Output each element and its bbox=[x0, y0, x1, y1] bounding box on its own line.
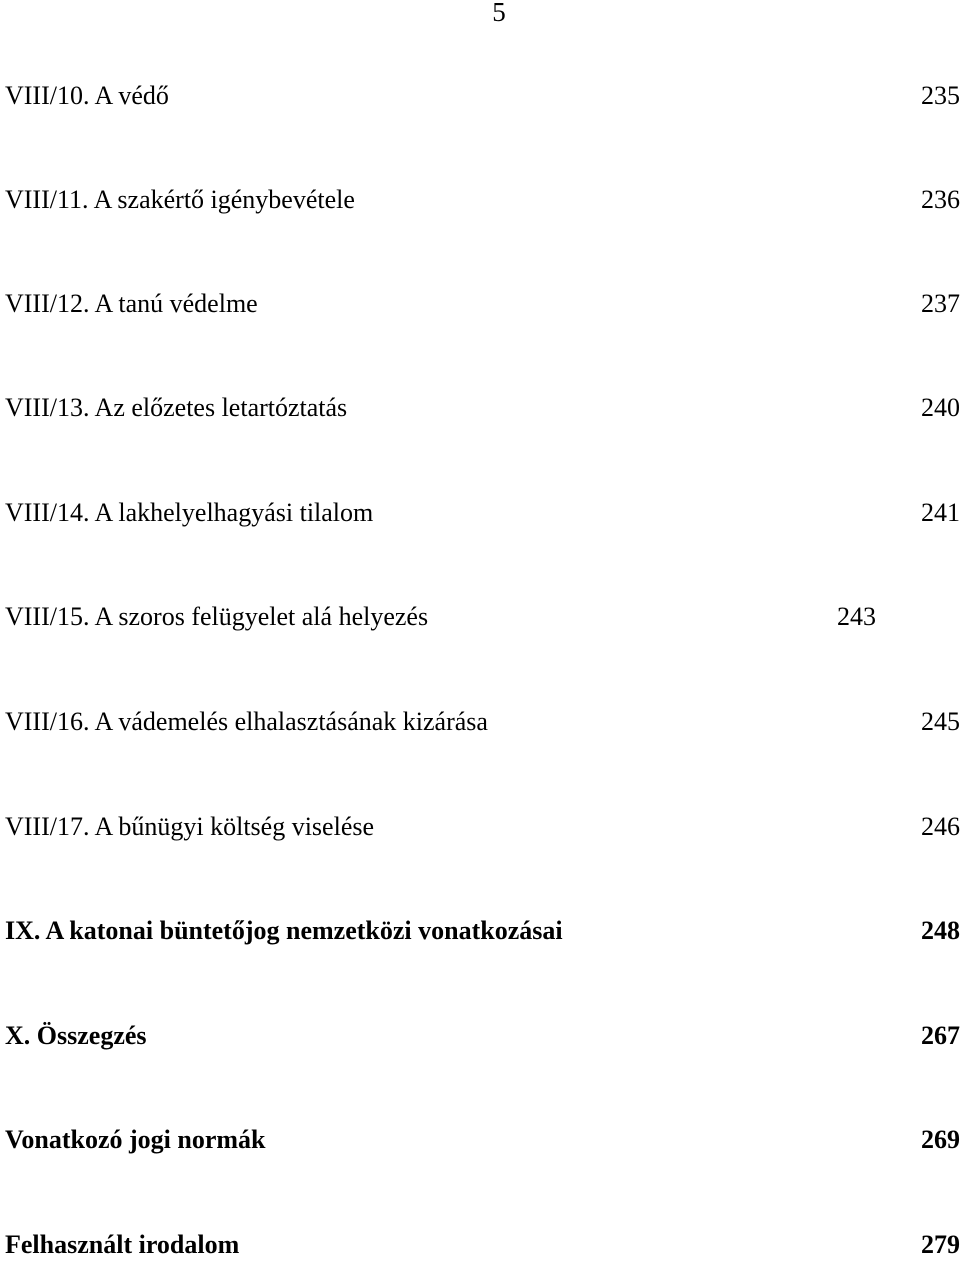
toc-entry-page: 269 bbox=[921, 1125, 960, 1154]
toc-entry-page: 248 bbox=[921, 916, 960, 945]
toc-entry-page: 279 bbox=[921, 1230, 960, 1259]
toc-entry-label: VIII/16. A vádemelés elhalasztásának kizárása bbox=[5, 707, 488, 736]
toc-entry-page: 240 bbox=[921, 393, 960, 422]
toc-entry-label: Vonatkozó jogi normák bbox=[5, 1125, 266, 1154]
toc-entry-viii-14 bbox=[0, 495, 960, 531]
toc-entry-viii-10 bbox=[0, 78, 960, 114]
toc-entry-page: 267 bbox=[921, 1021, 960, 1050]
toc-entry-viii-13 bbox=[0, 390, 960, 426]
toc-entry-label: VIII/12. A tanú védelme bbox=[5, 289, 258, 318]
toc-entry-label: X. Összegzés bbox=[5, 1021, 147, 1050]
toc-entry-legal-norms bbox=[0, 1122, 960, 1158]
page-number: 5 bbox=[492, 0, 506, 27]
toc-entry-x bbox=[0, 1018, 960, 1054]
toc-entry-page: 241 bbox=[921, 498, 960, 527]
toc-entry-page: 237 bbox=[921, 289, 960, 318]
toc-entry-page: 245 bbox=[921, 707, 960, 736]
toc-entry-label: VIII/13. Az előzetes letartóztatás bbox=[5, 393, 348, 422]
toc-entry-viii-16 bbox=[0, 704, 960, 740]
toc-entry-label: IX. A katonai büntetőjog nemzetközi vonatkozásai bbox=[5, 916, 563, 945]
toc-entry-label: VIII/17. A bűnügyi költség viselése bbox=[5, 812, 375, 841]
toc-entry-ix bbox=[0, 913, 960, 949]
toc-entry-viii-17 bbox=[0, 809, 960, 845]
toc-entry-bibliography bbox=[0, 1227, 960, 1263]
toc-entry-page: 246 bbox=[921, 812, 960, 841]
toc-entry-label: VIII/10. A védő bbox=[5, 81, 169, 110]
toc-entry-label: VIII/11. A szakértő igénybevétele bbox=[5, 185, 355, 214]
toc-entry-page: 243 bbox=[837, 602, 876, 631]
toc-entry-label: Felhasznált irodalom bbox=[5, 1230, 240, 1259]
toc-entry-page: 235 bbox=[921, 81, 960, 110]
toc-entry-viii-12 bbox=[0, 286, 960, 322]
toc-entry-viii-15 bbox=[0, 599, 960, 635]
toc-entry-viii-11 bbox=[0, 182, 960, 218]
toc-entry-label: VIII/14. A lakhelyelhagyási tilalom bbox=[5, 498, 374, 527]
toc-entry-page: 236 bbox=[921, 185, 960, 214]
toc-entry-label: VIII/15. A szoros felügyelet alá helyezés bbox=[5, 602, 429, 631]
